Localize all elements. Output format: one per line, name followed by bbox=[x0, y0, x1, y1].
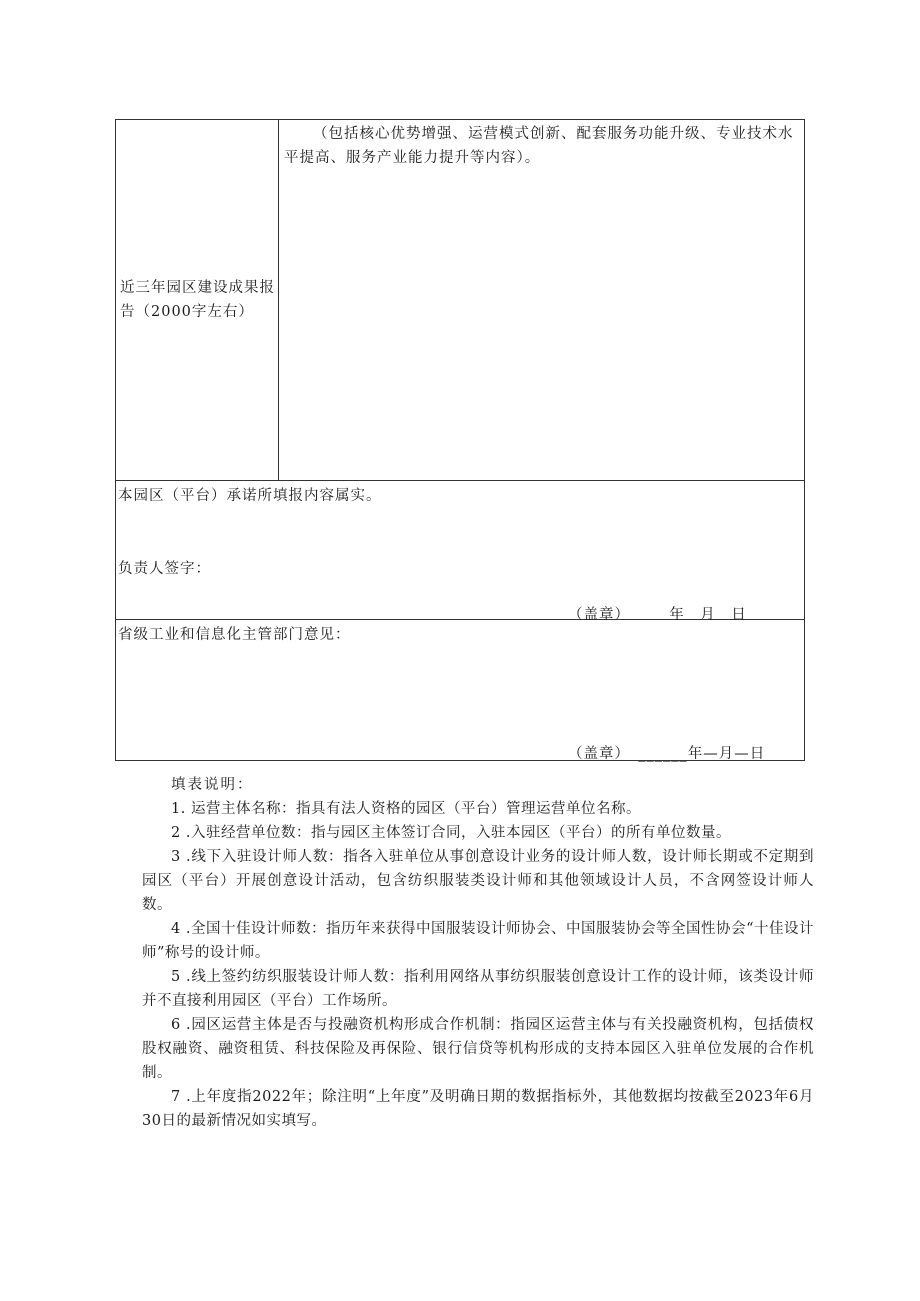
signature-label: 负责人签字： bbox=[118, 561, 211, 577]
report-label-cell bbox=[116, 120, 279, 480]
instruction-item: 4 .全国十佳设计师数：指历年来获得中国服装设计师协会、中国服装协会等全国性协会“十佳设计师”称号的设计师。 bbox=[142, 921, 814, 961]
instruction-item: 2 .入驻经营单位数：指与园区主体签订合同，入驻本园区（平台）的所有单位数量。 bbox=[171, 825, 731, 841]
opinion-label: 省级工业和信息化主管部门意见： bbox=[118, 627, 351, 643]
seal-date-2: （盖章） ______年—月—日 bbox=[568, 746, 766, 762]
instruction-item: 5 .线上签约纺织服装设计师人数：指利用网络从事纺织服装创意设计工作的设计师，该类设计师并不直接利用园区（平台）工作场所。 bbox=[142, 969, 814, 1009]
instructions-title: 填表说明： bbox=[171, 777, 254, 793]
seal-date-1: （盖章） 年 月 日 bbox=[568, 607, 747, 623]
instruction-item: 6 .园区运营主体是否与投融资机构形成合作机制：指园区运营主体与有关投融资机构，包括债权股权融资、融资租赁、科技保险及再保险、银行信贷等机构形成的支持本园区入驻单位发展的合作机制。 bbox=[142, 1017, 814, 1081]
instruction-item: 1. 运营主体名称：指具有法人资格的园区（平台）管理运营单位名称。 bbox=[171, 801, 641, 817]
report-label: 近三年园区建设成果报告（2000字左右） bbox=[120, 280, 275, 320]
report-hint: （包括核心优势增强、运营模式创新、配套服务功能升级、专业技术水平提高、服务产业能力提升等内容）。 bbox=[284, 126, 794, 166]
report-row bbox=[116, 120, 804, 481]
pledge-text: 本园区（平台）承诺所填报内容属实。 bbox=[118, 488, 382, 504]
filling-instructions bbox=[142, 773, 814, 1133]
opinion-row bbox=[116, 620, 804, 760]
instruction-item: 7 .上年度指2022年；除注明“上年度”及明确日期的数据指标外，其他数据均按截至2023年6月30日的最新情况如实填写。 bbox=[142, 1089, 814, 1129]
pledge-row bbox=[116, 481, 804, 623]
application-form-table bbox=[115, 119, 805, 761]
instruction-item: 3 .线下入驻设计师人数：指各入驻单位从事创意设计业务的设计师人数，设计师长期或不定期到园区（平台）开展创意设计活动，包含纺织服装类设计师和其他领域设计人员，不含网签设计师人数。 bbox=[142, 849, 814, 913]
